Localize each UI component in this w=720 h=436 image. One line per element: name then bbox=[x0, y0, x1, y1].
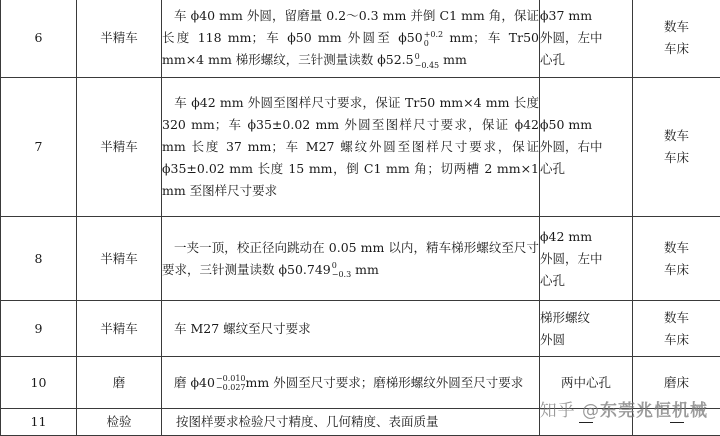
step-number: 6 bbox=[1, 0, 77, 78]
table-row bbox=[1, 0, 720, 78]
table-row bbox=[1, 78, 720, 217]
step-name: 半精车 bbox=[77, 301, 162, 357]
datum-cell: 梯形螺纹 外圆 bbox=[540, 301, 633, 357]
step-number: 7 bbox=[1, 78, 77, 217]
step-content: 按图样要求检验尺寸精度、几何精度、表面质量 bbox=[162, 409, 540, 436]
watermark: 知乎 @东莞兆恒机械 bbox=[540, 396, 708, 421]
table-row bbox=[1, 217, 720, 301]
step-name: 半精车 bbox=[77, 0, 162, 78]
empty-dash bbox=[670, 422, 684, 423]
step-content: 车 M27 螺纹至尺寸要求 bbox=[162, 301, 540, 357]
empty-dash bbox=[579, 422, 593, 423]
step-content: 车 ϕ40 mm 外圆，留磨量 0.2～0.3 mm 并倒 C1 mm 角，保证长度 118 mm；车 ϕ50 mm 外圆至 ϕ50 +0.2 0 mm；车 Tr50 mm×4 mm 梯形螺纹，三针测量读数 ϕ52.5 0 −0.45 mm bbox=[162, 0, 540, 78]
step-number: 9 bbox=[1, 301, 77, 357]
step-name: 半精车 bbox=[77, 78, 162, 217]
step-name: 半精车 bbox=[77, 217, 162, 301]
step-name: 磨 bbox=[77, 357, 162, 409]
step-number: 8 bbox=[1, 217, 77, 301]
step-content: 一夹一顶，校正径向跳动在 0.05 mm 以内，精车梯形螺纹至尺寸要求，三针测量读数 ϕ50.749 0 −0.3 mm bbox=[162, 217, 540, 301]
equipment-cell: 数车 车床 bbox=[633, 0, 720, 78]
step-number: 11 bbox=[1, 409, 77, 436]
equipment-cell: 数车 车床 bbox=[633, 217, 720, 301]
step-number: 10 bbox=[1, 357, 77, 409]
step-name: 检验 bbox=[77, 409, 162, 436]
datum-cell: 两中心孔 bbox=[540, 357, 633, 409]
equipment-cell: 磨床 bbox=[633, 357, 720, 409]
table-row bbox=[1, 301, 720, 357]
step-content: 车 ϕ42 mm 外圆至图样尺寸要求，保证 Tr50 mm×4 mm 长度 320 mm；车 ϕ35±0.02 mm 外圆至图样尺寸要求，保证 ϕ42 mm 长度 37 mm；车 M27 螺纹外圆至图样尺寸要求，保证 ϕ35±0.02 mm 长度 15 mm，倒 C1 mm 角；切两槽 2 mm×1 mm 至图样尺寸要求 bbox=[162, 78, 540, 217]
equipment-cell: 数车 车床 bbox=[633, 78, 720, 217]
step-content: 磨 ϕ40 −0.010 −0.027 mm 外圆至尺寸要求；磨梯形螺纹外圆至尺寸要求 bbox=[162, 357, 540, 409]
datum-cell: ϕ42 mm 外圆，左中 心孔 bbox=[540, 217, 633, 301]
equipment-cell: 数车 车床 bbox=[633, 301, 720, 357]
datum-cell: ϕ50 mm 外圆，右中 心孔 bbox=[540, 78, 633, 217]
datum-cell: ϕ37 mm 外圆，左中 心孔 bbox=[540, 0, 633, 78]
